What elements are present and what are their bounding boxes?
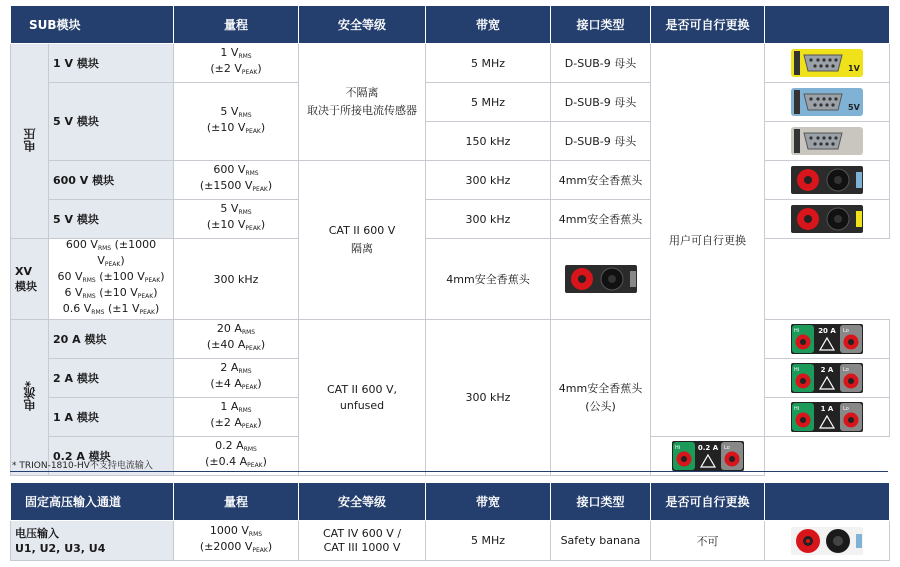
image-5v-banana-connector <box>765 200 890 239</box>
range-0-2a: 0.2 $A_{RMS}$ (±0.4 $A_{PEAK}$) <box>174 437 299 476</box>
header2-safety: 安全等级 <box>299 483 426 521</box>
image-5v-connector <box>765 83 890 122</box>
module-xv: XV 模块 <box>11 239 49 320</box>
hi-label: Hi <box>794 406 800 412</box>
module-5v-banana: 5 V 模块 <box>49 200 174 239</box>
connector-xv: 4mm安全香蕉头 <box>426 239 551 320</box>
dsub-side-block <box>794 129 800 153</box>
bandwidth-5v-150k: 150 kHz <box>426 122 551 161</box>
hi-label: Hi <box>794 328 800 334</box>
image-2a-connector <box>765 359 890 398</box>
header-replaceable: 是否可自行更换 <box>651 6 765 44</box>
connector-600v: 4mm安全香蕉头 <box>551 161 651 200</box>
header2-connector: 接口类型 <box>551 483 651 521</box>
bandwidth-5v: 5 MHz <box>426 83 551 122</box>
header-bandwidth: 带宽 <box>426 6 551 44</box>
connector-current: 4mm安全香蕉头 (公头) <box>551 320 651 476</box>
image-xv-connector <box>551 239 651 320</box>
module-1a: 1 A 模块 <box>49 398 174 437</box>
header2-image <box>765 483 890 521</box>
connector-1v: D-SUB-9 母头 <box>551 44 651 83</box>
blue-tab <box>856 172 862 188</box>
current-group-label: 电流* <box>11 320 49 476</box>
safety-cat2-unfused: CAT II 600 V, unfused <box>299 320 426 476</box>
replaceable-cell: 用户可自行更换 <box>651 44 765 437</box>
module-tag: 1V <box>848 64 860 73</box>
module-tag: 5V <box>848 103 860 112</box>
lo-label: Lo <box>843 328 849 334</box>
bandwidth-5v-banana: 300 kHz <box>426 200 551 239</box>
dsub-side-block <box>794 90 800 114</box>
image-0-2a-connector <box>651 437 765 476</box>
safety-non-isolated: 不隔离 取决于所接电流传感器 <box>299 44 426 161</box>
header2-replaceable: 是否可自行更换 <box>651 483 765 521</box>
grey-tab <box>630 271 636 287</box>
voltage-group-label: 电压 <box>11 44 49 239</box>
voltage-input-label: 电压输入 U1, U2, U3, U4 <box>11 521 174 561</box>
range-5v-banana: 5 $V_{RMS}$ (±10 $V_{PEAK}$) <box>174 200 299 239</box>
dsub-side-block <box>794 51 800 75</box>
bandwidth-xv: 300 kHz <box>174 239 299 320</box>
header2-range: 量程 <box>174 483 299 521</box>
safety-cat2-isolated: CAT II 600 V 隔离 <box>299 161 426 320</box>
current-tag: 1 A <box>820 405 834 413</box>
bandwidth-600v: 300 kHz <box>426 161 551 200</box>
range-20a: 20 $A_{RMS}$ (±40 $A_{PEAK}$) <box>174 320 299 359</box>
module-0-2a: 0.2 A 模块 <box>49 437 174 476</box>
lo-label: Lo <box>723 445 730 451</box>
blue-tab <box>856 534 862 548</box>
connector-5v: D-SUB-9 母头 <box>551 83 651 122</box>
dsub-9-icon <box>804 133 842 149</box>
range-1a: 1 $A_{RMS}$ (±2 $A_{PEAK}$) <box>174 398 299 437</box>
current-tag: 0.2 A <box>697 444 718 452</box>
bandwidth-fixed: 5 MHz <box>426 521 551 561</box>
dsub-9-icon <box>804 55 842 71</box>
range-2a: 2 $A_{RMS}$ (±4 $A_{PEAK}$) <box>174 359 299 398</box>
modules-table <box>10 5 890 476</box>
header-fixed-channel: 固定高压输入通道 <box>11 483 174 521</box>
header-sub-module: SUB模块 <box>11 6 174 44</box>
range-1v: 1 $V_{RMS}$ (±2 $V_{PEAK}$) <box>174 44 299 83</box>
range-xv: 600 $V_{RMS}$ (±1000 $V_{PEAK}$) 60 $V_{RMS}$ (±100 $V_{PEAK}$) 6 $V_{RMS}$ (±10 $V_{PEAK}$) 0.6 $V_{RMS}$ (±1 $V_{PEAK}$) <box>49 239 174 320</box>
header-connector: 接口类型 <box>551 6 651 44</box>
dsub-9-icon <box>804 94 842 110</box>
image-grey-connector <box>765 122 890 161</box>
bandwidth-current: 300 kHz <box>426 320 551 476</box>
replaceable-fixed: 不可 <box>651 521 765 561</box>
range-fixed: 1000 $V_{RMS}$ (±2000 $V_{PEAK}$) <box>174 521 299 561</box>
range-600v: 600 $V_{RMS}$ (±1500 $V_{PEAK}$) <box>174 161 299 200</box>
connector-5v-150k: D-SUB-9 母头 <box>551 122 651 161</box>
current-tag: 20 A <box>818 327 836 335</box>
header-safety: 安全等级 <box>299 6 426 44</box>
footnote: * TRION-1810-HV不支持电流输入 <box>12 461 153 471</box>
hi-label: Hi <box>794 367 800 373</box>
module-2a: 2 A 模块 <box>49 359 174 398</box>
module-20a: 20 A 模块 <box>49 320 174 359</box>
image-600v-connector <box>765 161 890 200</box>
connector-fixed: Safety banana <box>551 521 651 561</box>
lo-label: Lo <box>843 406 849 412</box>
yellow-tab <box>856 211 862 227</box>
module-1v: 1 V 模块 <box>49 44 174 83</box>
fixed-input-table <box>10 482 890 561</box>
header-range: 量程 <box>174 6 299 44</box>
image-1v-connector <box>765 44 890 83</box>
footnote-divider <box>10 471 888 472</box>
lo-label: Lo <box>843 367 849 373</box>
image-1a-connector <box>765 398 890 437</box>
image-20a-connector <box>765 320 890 359</box>
bandwidth-1v: 5 MHz <box>426 44 551 83</box>
safety-fixed: CAT IV 600 V / CAT III 1000 V <box>299 521 426 561</box>
header2-bandwidth: 带宽 <box>426 483 551 521</box>
current-tag: 2 A <box>820 366 834 374</box>
module-5v-dsub: 5 V 模块 <box>49 83 174 161</box>
image-fixed-connector <box>765 521 890 561</box>
header-image <box>765 6 890 44</box>
range-5v-dsub: 5 $V_{RMS}$ (±10 $V_{PEAK}$) <box>174 83 299 161</box>
connector-5v-banana: 4mm安全香蕉头 <box>551 200 651 239</box>
hi-label: Hi <box>674 445 680 451</box>
module-600v: 600 V 模块 <box>49 161 174 200</box>
